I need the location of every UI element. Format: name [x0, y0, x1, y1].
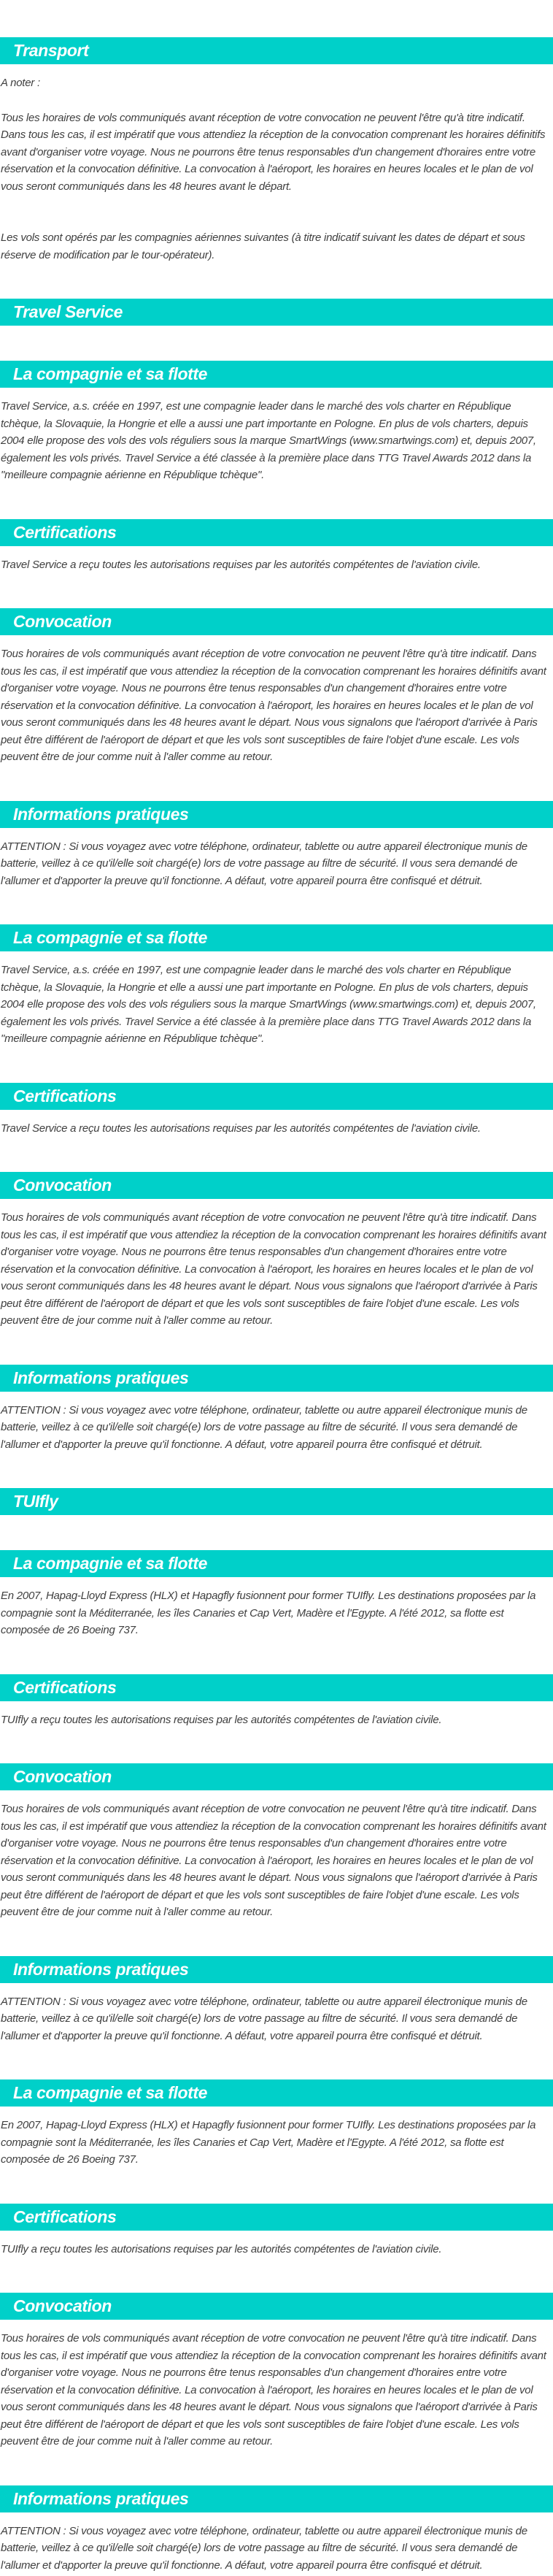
paragraph-tuifly-desc-2: En 2007, Hapag-Lloyd Express (HLX) et Hapagfly fusionnent pour former TUIfly. Les destinations proposées par la compagnie sont la Méditerranée, les îles Canaries et Cap Vert, Madère et l'Egypte. A l'été 2012, sa flotte est composée de 26 Boeing 737. — [1, 2119, 536, 2166]
section-header-label-infos-pratiques-1: Informations pratiques — [13, 804, 189, 824]
section-header-infos-pratiques-1 — [0, 801, 553, 828]
section-header-label-compagnie-flotte-2: La compagnie et sa flotte — [13, 928, 208, 947]
paragraph-vols-operes: Les vols sont opérés par les compagnies aériennes suivantes (à titre indicatif suivant les dates de départ et sous réserve de modification par le tour-opérateur). — [1, 231, 525, 261]
paragraph-attention-3: ATTENTION : Si vous voyagez avec votre téléphone, ordinateur, tablette ou autre appareil électronique munis de batterie, veillez à ce qu'il/elle soit chargé(e) lors de votre passage au filtre de sécurité. Il vous sera demandé de l'allumer et d'apporter la preuve qu'il fonctionne. A défaut, votre appareil pourra être confisqué et détruit. — [1, 1995, 527, 2042]
section-header-label-convocation-3: Convocation — [13, 1767, 112, 1786]
section-header-compagnie-flotte-4 — [0, 2079, 553, 2107]
section-header-infos-pratiques-4 — [0, 2485, 553, 2512]
paragraph-transport-note: Tous les horaires de vols communiqués avant réception de votre convocation ne peuvent l'être qu'à titre indicatif. Dans tous les cas, il est impératif que vous attendiez la réception de la convocation comprenant les horaires définitifs avant d'organiser votre voyage. Nous ne pourrons être tenus responsables d'un changement d'horaires entre votre réservation et la convocation définitive. La convocation à l'aéroport, les horaires en heures locales et le plan de vol vous seront communiqués dans les 48 heures avant le départ. — [1, 111, 546, 193]
section-header-label-convocation-2: Convocation — [13, 1176, 112, 1195]
paragraph-a-noter: A noter : — [1, 77, 40, 89]
section-header-certifications-4 — [0, 2204, 553, 2231]
paragraph-travel-service-cert-2: Travel Service a reçu toutes les autorisations requises par les autorités compétentes de l'aviation civile. — [1, 1122, 481, 1135]
section-header-compagnie-flotte-2 — [0, 924, 553, 951]
section-header-label-infos-pratiques-3: Informations pratiques — [13, 1959, 189, 1979]
section-header-compagnie-flotte-1 — [0, 361, 553, 388]
section-header-transport — [0, 37, 553, 64]
paragraph-convocation-text-4: Tous horaires de vols communiqués avant réception de votre convocation ne peuvent l'être qu'à titre indicatif. Dans tous les cas, il est impératif que vous attendiez la réception de la convocation comprenant les horaires définitifs avant d'organiser votre voyage. Nous ne pourrons être tenus responsables d'un changement d'horaires entre votre réservation et la convocation définitive. La convocation à l'aéroport, les horaires en heures locales et le plan de vol vous seront communiqués dans les 48 heures avant le départ. Nous vous signalons que l'aéroport d'arrivée à Paris peut être différent de l'aéroport de départ et que les vols sont susceptibles de faire l'objet d'une escale. Les vols peuvent être de jour comme nuit à l'aller comme au retour. — [1, 2332, 546, 2447]
section-header-convocation-2 — [0, 1172, 553, 1199]
section-header-label-infos-pratiques-2: Informations pratiques — [13, 1368, 189, 1387]
section-header-convocation-1 — [0, 608, 553, 635]
section-header-certifications-2 — [0, 1083, 553, 1110]
section-header-label-certifications-3: Certifications — [13, 1677, 117, 1697]
section-header-label-tuifly: TUIfly — [13, 1492, 58, 1511]
paragraph-attention-4: ATTENTION : Si vous voyagez avec votre téléphone, ordinateur, tablette ou autre appareil électronique munis de batterie, veillez à ce qu'il/elle soit chargé(e) lors de votre passage au filtre de sécurité. Il vous sera demandé de l'allumer et d'apporter la preuve qu'il fonctionne. A défaut, votre appareil pourra être confisqué et détruit. — [1, 2524, 527, 2572]
section-header-label-certifications-1: Certifications — [13, 522, 117, 542]
paragraph-travel-service-desc-2: Travel Service, a.s. créée en 1997, est une compagnie leader dans le marché des vols charter en République tchèque, la Slovaquie, la Hongrie et elle a aussi une part importante en Pologne. En plus de vols charters, depuis 2004 elle propose des vols des vols réguliers sous la marque SmartWings (www.smartwings.com) et, depuis 2007, également les vols privés. Travel Service a été classée à la première place dans TTG Travel Awards 2012 dans la "meilleure compagnie aérienne en République tchèque". — [1, 964, 536, 1045]
paragraph-attention-2: ATTENTION : Si vous voyagez avec votre téléphone, ordinateur, tablette ou autre appareil électronique munis de batterie, veillez à ce qu'il/elle soit chargé(e) lors de votre passage au filtre de sécurité. Il vous sera demandé de l'allumer et d'apporter la preuve qu'il fonctionne. A défaut, votre appareil pourra être confisqué et détruit. — [1, 1403, 527, 1451]
section-header-certifications-3 — [0, 1674, 553, 1701]
section-header-infos-pratiques-2 — [0, 1365, 553, 1392]
section-header-label-certifications-4: Certifications — [13, 2207, 117, 2226]
section-header-compagnie-flotte-3 — [0, 1550, 553, 1577]
section-header-label-compagnie-flotte-3: La compagnie et sa flotte — [13, 1554, 208, 1573]
section-header-label-convocation-4: Convocation — [13, 2296, 112, 2315]
paragraph-convocation-text-2: Tous horaires de vols communiqués avant réception de votre convocation ne peuvent l'être qu'à titre indicatif. Dans tous les cas, il est impératif que vous attendiez la réception de la convocation comprenant les horaires définitifs avant d'organiser votre voyage. Nous ne pourrons être tenus responsables d'un changement d'horaires entre votre réservation et la convocation définitive. La convocation à l'aéroport, les horaires en heures locales et le plan de vol vous seront communiqués dans les 48 heures avant le départ. Nous vous signalons que l'aéroport d'arrivée à Paris peut être différent de l'aéroport de départ et que les vols sont susceptibles de faire l'objet d'une escale. Les vols peuvent être de jour comme nuit à l'aller comme au retour. — [1, 1211, 546, 1327]
section-header-label-certifications-2: Certifications — [13, 1086, 117, 1105]
section-header-label-convocation-1: Convocation — [13, 612, 112, 631]
paragraph-tuifly-desc-1: En 2007, Hapag-Lloyd Express (HLX) et Hapagfly fusionnent pour former TUIfly. Les destinations proposées par la compagnie sont la Méditerranée, les îles Canaries et Cap Vert, Madère et l'Egypte. A l'été 2012, sa flotte est composée de 26 Boeing 737. — [1, 1590, 536, 1636]
section-header-label-transport: Transport — [13, 41, 89, 60]
section-header-tuifly — [0, 1488, 553, 1515]
section-header-convocation-3 — [0, 1763, 553, 1790]
paragraph-travel-service-desc-1: Travel Service, a.s. créée en 1997, est une compagnie leader dans le marché des vols charter en République tchèque, la Slovaquie, la Hongrie et elle a aussi une part importante en Pologne. En plus de vols charters, depuis 2004 elle propose des vols des vols réguliers sous la marque SmartWings (www.smartwings.com) et, depuis 2007, également les vols privés. Travel Service a été classée à la première place dans TTG Travel Awards 2012 dans la "meilleure compagnie aérienne en République tchèque". — [1, 400, 536, 481]
section-header-label-compagnie-flotte-4: La compagnie et sa flotte — [13, 2083, 208, 2102]
section-header-label-travel-service: Travel Service — [13, 302, 123, 321]
paragraph-tuifly-cert-2: TUIfly a reçu toutes les autorisations requises par les autorités compétentes de l'aviation civile. — [1, 2242, 442, 2255]
section-header-label-infos-pratiques-4: Informations pratiques — [13, 2488, 189, 2508]
paragraph-tuifly-cert-1: TUIfly a reçu toutes les autorisations requises par les autorités compétentes de l'aviation civile. — [1, 1713, 442, 1726]
paragraph-convocation-text-1: Tous horaires de vols communiqués avant réception de votre convocation ne peuvent l'être qu'à titre indicatif. Dans tous les cas, il est impératif que vous attendiez la réception de la convocation comprenant les horaires définitifs avant d'organiser votre voyage. Nous ne pourrons être tenus responsables d'un changement d'horaires entre votre réservation et la convocation définitive. La convocation à l'aéroport, les horaires en heures locales et le plan de vol vous seront communiqués dans les 48 heures avant le départ. Nous vous signalons que l'aéroport d'arrivée à Paris peut être différent de l'aéroport de départ et que les vols sont susceptibles de faire l'objet d'une escale. Les vols peuvent être de jour comme nuit à l'aller comme au retour. — [1, 648, 546, 763]
section-header-label-compagnie-flotte-1: La compagnie et sa flotte — [13, 364, 208, 383]
section-header-infos-pratiques-3 — [0, 1956, 553, 1983]
section-header-travel-service — [0, 299, 553, 326]
paragraph-convocation-text-3: Tous horaires de vols communiqués avant réception de votre convocation ne peuvent l'être qu'à titre indicatif. Dans tous les cas, il est impératif que vous attendiez la réception de la convocation comprenant les horaires définitifs avant d'organiser votre voyage. Nous ne pourrons être tenus responsables d'un changement d'horaires entre votre réservation et la convocation définitive. La convocation à l'aéroport, les horaires en heures locales et le plan de vol vous seront communiqués dans les 48 heures avant le départ. Nous vous signalons que l'aéroport d'arrivée à Paris peut être différent de l'aéroport de départ et que les vols sont susceptibles de faire l'objet d'une escale. Les vols peuvent être de jour comme nuit à l'aller comme au retour. — [1, 1803, 546, 1918]
section-header-convocation-4 — [0, 2293, 553, 2320]
paragraph-attention-1: ATTENTION : Si vous voyagez avec votre téléphone, ordinateur, tablette ou autre appareil électronique munis de batterie, veillez à ce qu'il/elle soit chargé(e) lors de votre passage au filtre de sécurité. Il vous sera demandé de l'allumer et d'apporter la preuve qu'il fonctionne. A défaut, votre appareil pourra être confisqué et détruit. — [1, 840, 527, 887]
paragraph-travel-service-cert-1: Travel Service a reçu toutes les autorisations requises par les autorités compétentes de l'aviation civile. — [1, 558, 481, 571]
section-header-certifications-1 — [0, 519, 553, 546]
